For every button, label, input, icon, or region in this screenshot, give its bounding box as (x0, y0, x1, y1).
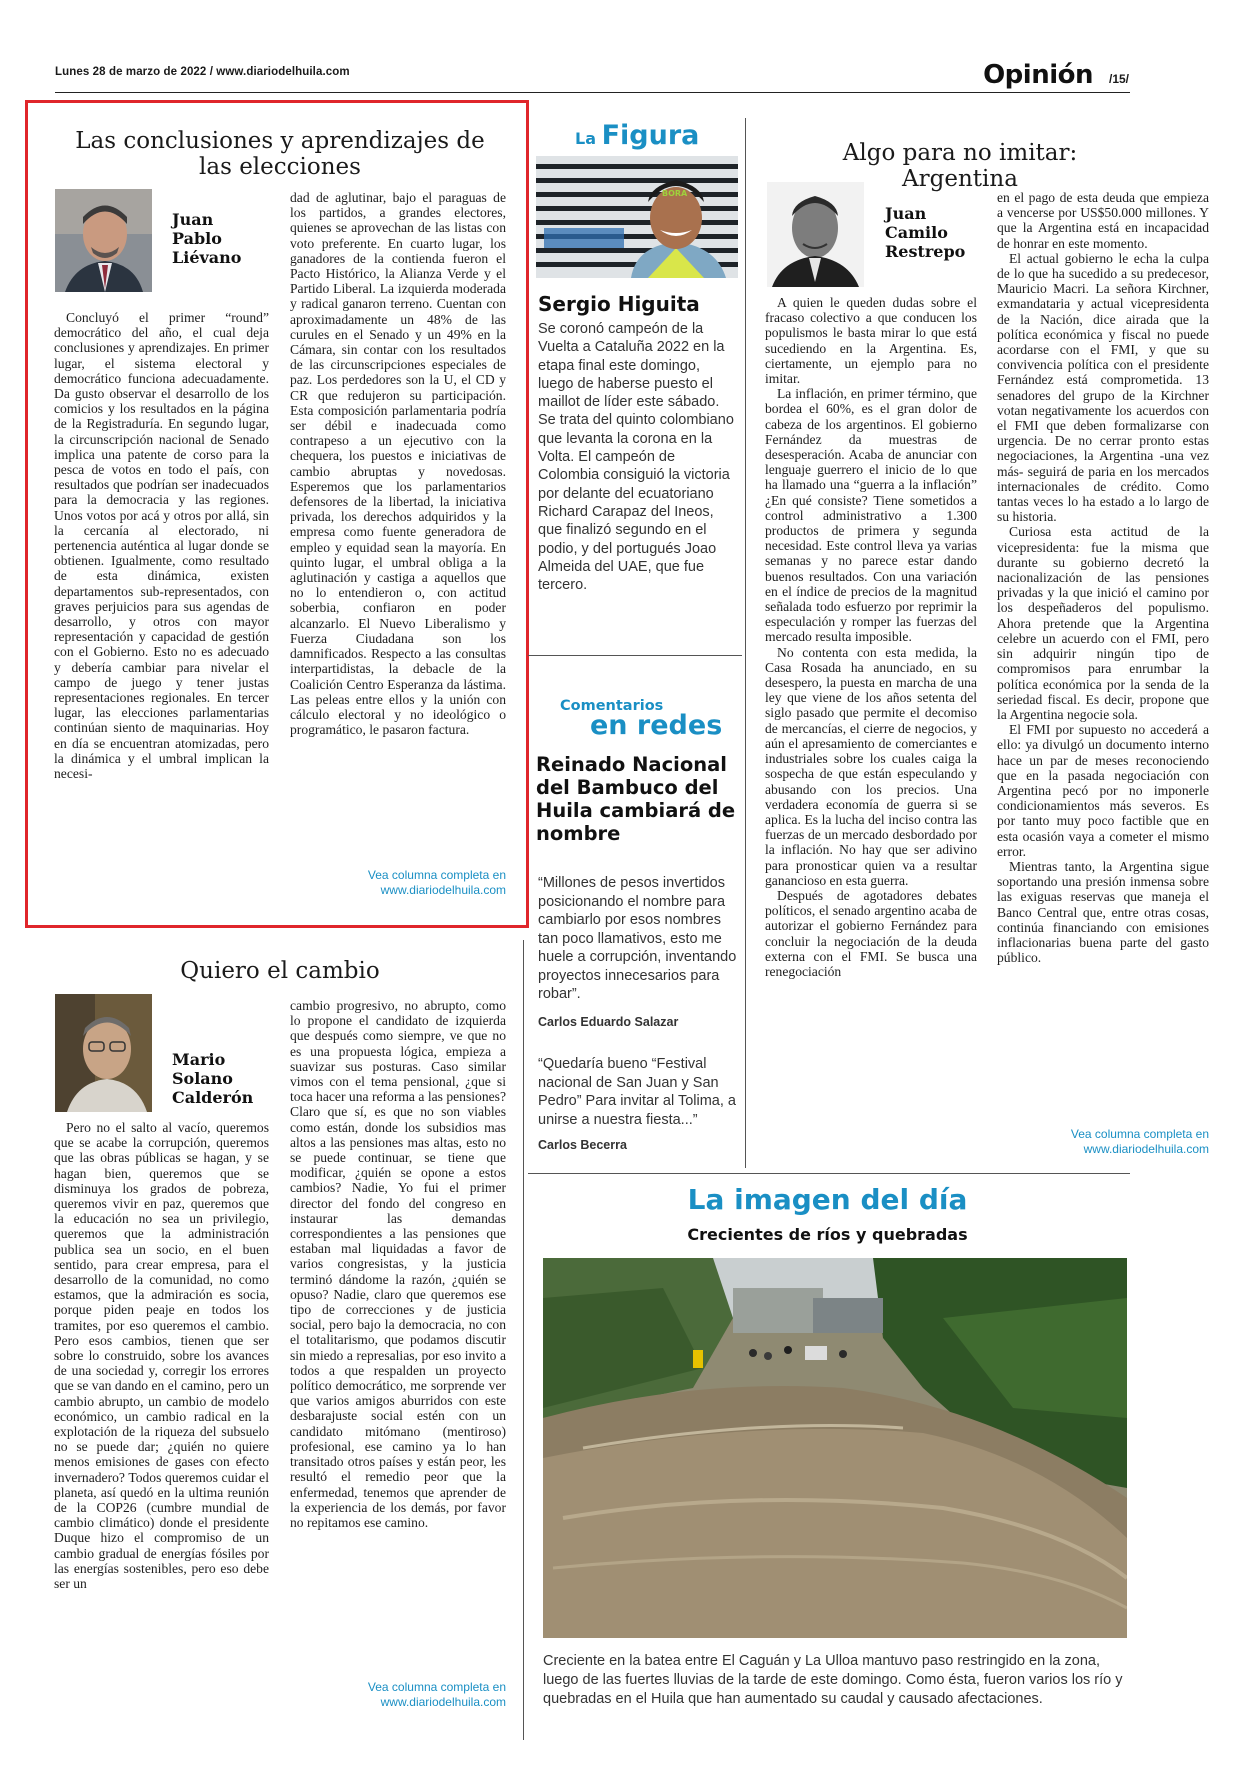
paragraph: Mientras tanto, la Argentina sigue soportando una presión inmensa sobre las exiguas reservas que maneja el Banco Central que, entre otras cosas, continúa financiando con emisiones inflacionarias buena parte del gasto público. (997, 858, 1209, 966)
figura-name: Sergio Higuita (538, 292, 700, 316)
author-line: Juan (885, 204, 927, 223)
paragraph: No contenta con esta medida, la Casa Rosada ha anunciado, en su desespero, la puesta en marcha de una ley que viene de los años setenta del siglo pasado que permite el decomiso de mercancías, el cierre de negocios, y aún el apresamiento de comerciantes e industriales sobre los cuales caiga la sospecha de que están especulando y abusando con los precios. Una verdadera economía de guerra si se aplica. Es la lucha del inciso contra las fuerzas de un mercado desbordado por la inflación. No hay que ser adivino para pronosticar quien va a resultar ganancioso en esta guerra. (765, 644, 977, 888)
image-of-day-subtitle: Crecientes de ríos y quebradas (687, 1225, 968, 1244)
column-2-text-a (54, 1120, 269, 1591)
read-more-link[interactable] (300, 1680, 506, 1710)
paragraph: A quien le queden dudas sobre el fracaso colectivo a que conducen los populismos le basta mirar lo que está sucediendo en la Argentina. Es, ciertamente, un ejemplo para no imitar. (765, 295, 977, 387)
figura-label-big: Figura (601, 120, 700, 151)
column-2-text-b (290, 998, 506, 1530)
read-more-label: Vea columna completa en (367, 868, 506, 882)
column-divider (523, 940, 524, 1740)
author-line: Pablo (172, 229, 222, 249)
author-line: Solano (172, 1069, 233, 1089)
paragraph: Curiosa esta actitud de la vicepresidenta: fue la misma que durante su gobierno decretó la nacionalización de las pensiones privadas y la que inició el camino por los despeñaderos del populismo. Ahora pretende que la Argentina celebre un acuerdo con el FMI, pero sin adquirir ningún tipo de compromisos para enrumbar la política económica por la senda de la seriedad fiscal. Es decir, propone que la Argentina negocie sola. (997, 524, 1209, 722)
figura-label (575, 120, 699, 151)
author-line: Liévano (172, 248, 242, 268)
column-1-text-b (290, 190, 506, 737)
column-3-headline: Algo para no imitar: Argentina (842, 140, 1078, 193)
header-date: Lunes 28 de marzo de 2022 / www.diariodelhuila.com (55, 66, 350, 78)
comentarios-label (560, 698, 722, 741)
paragraph: en el pago de esta deuda que empieza a vencerse por US$50.000 millones. Y que la Argentina está en incapacidad de honrar en este momento. (997, 190, 1209, 251)
comment-author: Carlos Eduardo Salazar (538, 1015, 679, 1029)
read-more-url: www.diariodelhuila.com (380, 883, 506, 897)
read-more-link[interactable] (1000, 1127, 1209, 1157)
author-photo-restrepo (767, 182, 864, 287)
comentarios-headline: Reinado Nacional del Bambuco del Huila cambiará de nombre (536, 753, 736, 845)
author-line: Mario (172, 1050, 226, 1069)
comment-author: Carlos Becerra (538, 1138, 627, 1152)
read-more-url: www.diariodelhuila.com (380, 1695, 506, 1709)
author-photo-solano (55, 994, 152, 1112)
read-more-link[interactable] (300, 868, 506, 898)
read-more-label: Vea columna completa en (1070, 1127, 1209, 1141)
column-3-text-a (765, 295, 977, 979)
figura-text: Se coronó campeón de la Vuelta a Cataluña 2022 en la etapa final este domingo, luego de haberse puesto el maillot de líder este sábado. Se trata del quinto colombiano que levanta la corona en la Volta. El campeón de Colombia consiguió la victoria por delante del ecuatoriano Richard Carapaz del Ineos, que finalizó segundo en el podio, y del portugués Joao Almeida del UAE, que fue tercero. (538, 321, 734, 594)
comment-quote: “Millones de pesos invertidos posicionando el nombre para cambiarlo por esos nombres tan poco llamativos, esto me huele a corrupción, inventando proyectos innecesarios para robar”. (538, 875, 737, 1002)
page-number: /15/ (1108, 72, 1129, 86)
image-of-day-title: La imagen del día (687, 1183, 968, 1216)
paragraph: El FMI por supuesto no accederá a ello: ya divulgó un documento interno hace un par de meses reconociendo que en la pasada negociación con Argentina pecó por no imponerle condicionamientos más severos. Es por tanto muy poco factible que en esta ocasión vaya a cometer el mismo error. (997, 722, 1209, 859)
section-title: Opinión (983, 60, 1093, 90)
image-of-day-photo (543, 1258, 1127, 1638)
paragraph: Después de agotadores debates políticos, el senado argentino acaba de autorizar el gobierno Fernández para concluir la negociación de la deuda externa con el FMI. Se busca una renegociación (765, 887, 977, 979)
column-3-text-b (997, 190, 1209, 965)
paragraph: dad de aglutinar, bajo el paraguas de los partidos, a grandes electores, quienes se aprovechan de las listas con voto preferente. En cuarto lugar, los ganadores de la contienda fueron el Pacto Histórico, la Alianza Verde y el Partido Liberal. La izquierda moderada y radical ganaron terreno. Cuentan con aproximadamente un 48% de las curules en el Senado y un 49% en la Cámara, sin contar con los resultados de las circunscripciones especiales de paz. Los perdedores son la U, el CD y CR que redujeron su participación. Esta composición parlamentaria podría ser débil e inadecuada como contrapeso a un ejecutivo con la chequera, los puestos e iniciativas de cambio abruptas y novedosas. Esperemos que los parlamentarios defensores de la libertad, la iniciativa privada, los derechos adquiridos y la empresa como fuente generadora de empleo y equidad sean la mayoría. En quinto lugar, el umbral obliga a la aglutinación y castiga a aquellos que no lo entendieron o, con actitud soberbia, confiaron en poder alcanzarlo. El Nuevo Liberalismo y Fuerza Ciudadana son los damnificados. Respecto a las consultas interpartidistas, la debacle de la Coalición Centro Esperanza da lástima. Las peleas entre ellos y la unión con cálculo electoral y no ideológico o programático, le pasaron factura. (290, 190, 506, 738)
section-divider (528, 1173, 1130, 1174)
column-1-text-a (54, 310, 269, 781)
paragraph: La inflación, en primer término, que bordea el 60%, es el gran dolor de cabeza de los argentinos. El gobierno Fernández da muestras de desesperación. Acaba de anunciar con lenguaje guerrero el inicio de lo que ha llamado una “guerra a la inflación” ¿En qué consiste? Tiene sometidos a control administrativo a 1.300 productos de primera y segunda necesidad. Este control lleva ya varias semanas y no parece estar dando buenos resultados. Con una variación en el índice de precios de la magnitud señalada todo esfuerzo por reprimir la especulación y romper las fuerzas del mercado resulta imposible. (765, 386, 977, 645)
author-name-restrepo (885, 204, 965, 262)
column-2-headline: Quiero el cambio (180, 958, 380, 984)
comment-quote: “Quedaría bueno “Festival nacional de San Juan y San Pedro” Para invitar al Tolima, a unirse a nuestra fiesta...” (538, 1056, 736, 1128)
comentarios-label-big: en redes (590, 710, 723, 741)
figura-label-small: La (575, 129, 596, 148)
paragraph: Pero no el salto al vacío, queremos que se acabe la corrupción, queremos que las obras públicas se hagan, y se hagan bien, queremos que se disminuya los grados de pobreza, queremos vivir en paz, queremos que la educación no sea un privilegio, queremos que la administración publica sea un socio, en el buen sentido, para crear empresa, para el desarrollo de la comunidad, no como estamos, que la admiración es socia, porque piden peaje en todos los tramites, por eso queremos el cambio. Pero esos cambios, tienen que ser sobre lo construido, sobre los avances de una sociedad y, corregir los errores que se van dando en el camino, pero un cambio abrupto, un cambio de modelo económico, un cambio radical en la explotación de la riqueza del subsuelo no se puede dar; ¿quién no quiere menos emisiones de gases con efecto invernadero? Todos queremos cuidar el planeta, así quedó en la ultima reunión de la COP26 (cumbre mundial de cambio climático) donde el presidente Duque hizo el compromiso de un cambio gradual de energías fósiles por las energías sostenibles, pero eso debe ser un (54, 1120, 269, 1592)
read-more-url: www.diariodelhuila.com (1083, 1142, 1209, 1156)
header-divider (55, 92, 1130, 93)
image-of-day-caption: Creciente en la batea entre El Caguán y La Ulloa mantuvo paso restringido en la zona, luego de las fuertes lluvias de la tarde de este domingo. Como ésta, fueron varios los río y quebradas en el Huila que han aumentado su caudal y causado afectaciones. (543, 1653, 1123, 1707)
read-more-label: Vea columna completa en (367, 1680, 506, 1694)
section-divider (528, 655, 742, 656)
author-line: Juan (172, 210, 214, 229)
author-line: Camilo (885, 223, 948, 243)
author-line: Calderón (172, 1088, 254, 1108)
author-name-solano (172, 1050, 253, 1108)
column-divider (745, 118, 746, 1168)
jersey-text: BORA (662, 189, 688, 198)
paragraph: El actual gobierno le echa la culpa de lo que ha sucedido a su predecesor, Mauricio Macri. La señora Kirchner, exmandataria y actual vicepresidenta de la Nación, dice airada que la política económica y fiscal no puede acordarse con el FMI, y que su convivencia política con el presidente Fernández está comprometida. 13 senadores del grupo de la Kirchner votan negativamente los acuerdos con el FMI que deben formalizarse con urgencia. De no cerrar pronto estas negociaciones, la Argentina -una vez más- seguirá de paria en los mercados internacionales de crédito. Como tantas veces lo ha estado a lo largo de su historia. (997, 250, 1209, 525)
comentarios-label-small: Comentarios (560, 698, 664, 714)
paragraph: Concluyó el primer “round” democrático del año, el cual deja conclusiones y aprendizajes. En primer lugar, el sistema electoral y democrático funciona adecuadamente. Da gusto observar el desarrollo de los comicios y los resultados en la página de la Registraduría. En segundo lugar, la circunscripción nacional de Senado implica una patente de corso para la pesca de votos en todo el país, con resultados que podrían ser inadecuados para la democracia y las regiones. Unos votos por acá y otros por allá, sin la cercanía al electorado, ni pertenencia auténtica al lugar donde se obtienen. Igualmente, como resultado de esta dinámica, existen departamentos sub-representados, con graves perjuicios para sus agendas de desarrollo, y otros con mayor representación y capacidad de gestión con el Gobierno. Esto no es adecuado y debería cambiar para nivelar el campo de juego y tener justas representaciones regionales. En tercer lugar, las elecciones parlamentarias continúan siento de maquinarias. Hoy en día se encuentran atomizadas, pero la dinámica y el umbral implican la necesi- (54, 310, 269, 782)
column-1-headline: Las conclusiones y aprendizajes de las elecciones (75, 128, 485, 181)
author-name-lievano (172, 210, 241, 268)
author-photo-lievano (55, 189, 152, 292)
author-line: Restrepo (885, 242, 966, 262)
paragraph: cambio progresivo, no abrupto, como lo propone el candidato de izquierda que después como siempre, ve que no es una propuesta lógica, empieza a suavizar sus posturas. Caso similar vimos con el tema pensional, ¿que si toca hacer una reforma a las pensiones? Claro que sí, es que no son viables como están, donde los subsidios mas altos a las pensiones mas altas, esto no se puede continuar, se tiene que modificar, ¿quién se opone a estos cambios? Nadie, Yo fui el primer director del fondo del congreso en instaurar las demandas correspondientes a las pensiones que estaban mal liquidadas a favor de varios congresistas, y la justicia terminó dándome la razón, ¿quién se opuso? Nadie, claro que queremos ese tipo de correcciones y de justicia social, pero bajo la democracia, no con el totalitarismo, que podamos discutir sin miedo a represalias, por eso invito a todos a que respalden un proyecto político democrático, me sorprende ver que varios amigos aburridos con este desbarajuste social estén con un candidato mitómano (mentiroso) profesional, ese camino ya lo han transitado otros países y están peor, les resultó el remedio peor que la enfermedad, tenemos que aprender de la experiencia de los demás, por favor no repitamos ese camino. (290, 998, 506, 1530)
figura-photo (536, 156, 738, 278)
